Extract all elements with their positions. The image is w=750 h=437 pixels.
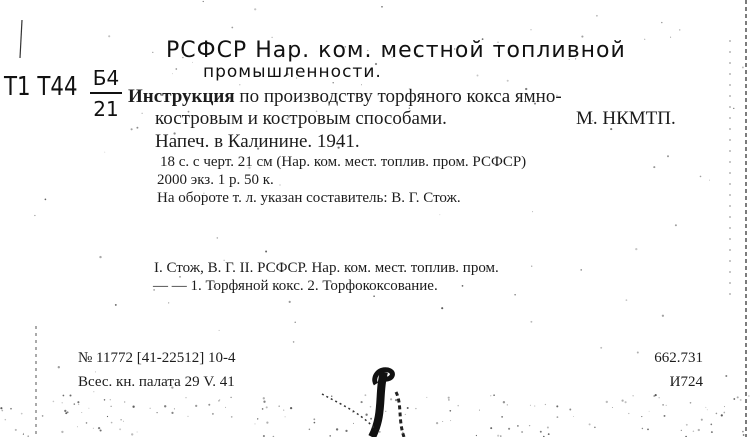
entry-title-line2: костровым и костровым способами.: [155, 108, 447, 129]
entry-tracings-line2: — — 1. Торфяной кокс. 2. Торфококсование.: [153, 278, 438, 294]
class-number: 662.731: [654, 350, 703, 366]
entry-print-run: 2000 экз. 1 р. 50 к.: [157, 172, 274, 188]
entry-title-rest: по производству торфяного кокса ямно-: [234, 86, 562, 107]
shelf-mark-numerator: Б4: [92, 66, 120, 90]
book-chamber-stamp: Всес. кн. палата 29 V. 41: [78, 374, 235, 390]
entry-note: На обороте т. л. указан составитель: В. Г. Стож.: [157, 190, 461, 206]
entry-publisher: М. НКМТП.: [576, 108, 676, 129]
author-mark: И724: [669, 374, 703, 390]
shelf-mark-left: Т1 Т44: [4, 72, 78, 102]
handwritten-heading-line2: промышленности.: [203, 62, 382, 82]
entry-imprint: Напеч. в Калинине. 1941.: [155, 131, 360, 152]
shelf-mark-bar: [90, 92, 122, 94]
entry-title-line1: [128, 86, 562, 108]
shelf-mark: [4, 66, 124, 138]
card-number: № 11772 [41-22512] 10-4: [78, 350, 236, 366]
entry-tracings-line1: I. Стож, В. Г. II. РСФСР. Нар. ком. мест. топлив. пром.: [154, 260, 499, 276]
entry-title-bold: Инструкция: [128, 86, 235, 107]
shelf-mark-fraction: [88, 66, 124, 121]
shelf-mark-denominator: 21: [93, 97, 119, 121]
handwritten-heading-line1: РСФСР Нар. ком. местной топливной: [166, 38, 626, 63]
entry-collation: 18 с. с черт. 21 см (Нар. ком. мест. топлив. пром. РСФСР): [160, 154, 527, 170]
